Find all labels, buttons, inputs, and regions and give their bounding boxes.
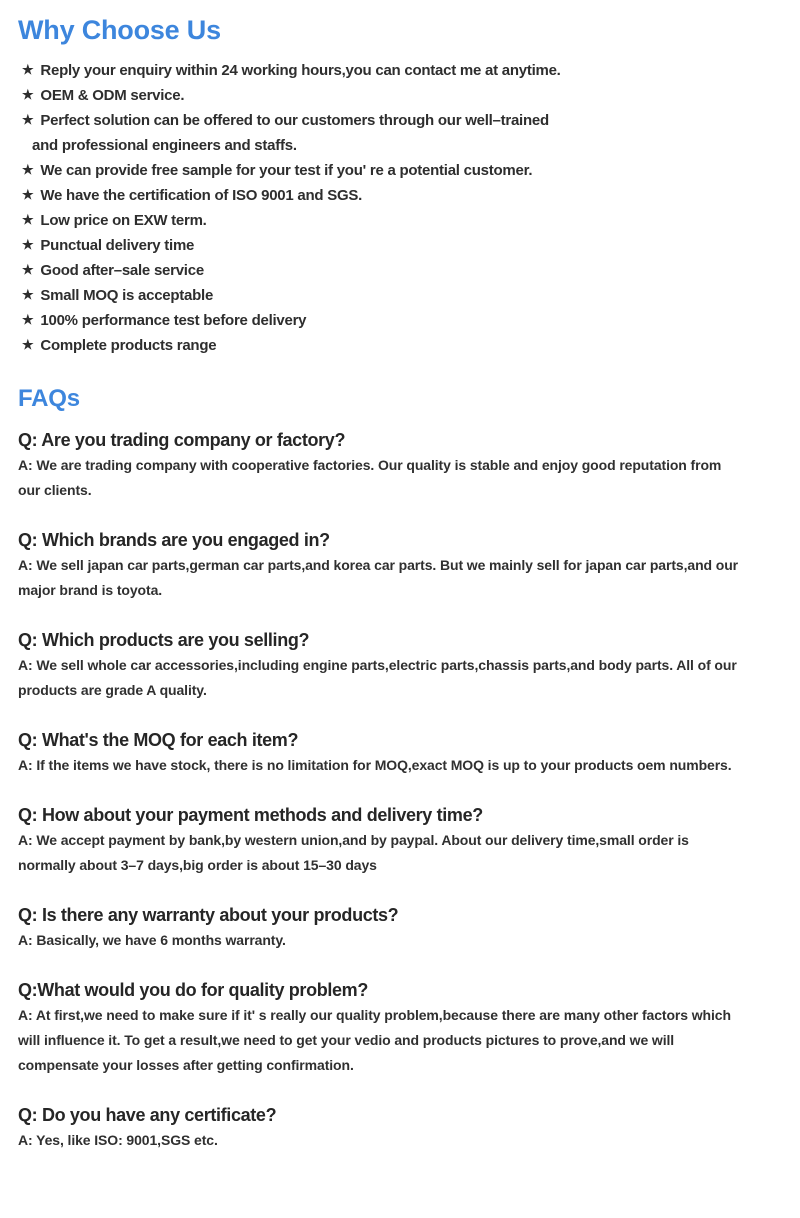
faq-answer <box>18 1128 778 1153</box>
star-icon: ★ <box>22 62 34 77</box>
list-item-text: Perfect solution can be offered to our customers through our well–trained <box>40 112 549 129</box>
faq-item <box>18 978 778 1078</box>
list-item <box>18 158 778 183</box>
star-icon: ★ <box>22 87 34 102</box>
faq-question: Q: What's the MOQ for each item? <box>18 730 299 750</box>
star-icon: ★ <box>22 187 34 202</box>
faq-item <box>18 803 778 878</box>
why-choose-us-section <box>18 14 778 358</box>
faq-answer-line: A: If the items we have stock, there is no limitation for MOQ,exact MOQ is up to your products oem numbers. <box>18 757 732 773</box>
faq-answer-line: normally about 3–7 days,big order is about 15–30 days <box>18 857 377 873</box>
faq-answer-line: compensate your losses after getting confirmation. <box>18 1057 354 1073</box>
faq-answer <box>18 828 778 878</box>
faq-question: Q: Is there any warranty about your products? <box>18 905 399 925</box>
faq-answer-line: will influence it. To get a result,we need to get your vedio and products pictures to prove,and we will <box>18 1032 675 1048</box>
faq-answer-line: A: We accept payment by bank,by western union,and by paypal. About our delivery time,small order is <box>18 832 689 848</box>
faq-item <box>18 1103 778 1153</box>
faq-question: Q: Which products are you selling? <box>18 630 310 650</box>
faq-answer-line: A: We are trading company with cooperative factories. Our quality is stable and enjoy good reputation from <box>18 457 722 473</box>
faq-answer-line: our clients. <box>18 482 92 498</box>
faq-question: Q:What would you do for quality problem? <box>18 980 368 1000</box>
list-item <box>18 233 778 258</box>
list-item <box>18 108 778 158</box>
faq-answer <box>18 553 778 603</box>
faq-answer <box>18 928 778 953</box>
list-item-text: OEM & ODM service. <box>40 87 185 104</box>
faq-question: Q: Which brands are you engaged in? <box>18 530 330 550</box>
faq-answer <box>18 653 778 703</box>
list-item <box>18 308 778 333</box>
faqs-title: FAQs <box>18 385 80 412</box>
star-icon: ★ <box>22 212 34 227</box>
why-choose-us-title: Why Choose Us <box>18 15 221 45</box>
list-item-text: Small MOQ is acceptable <box>40 287 214 304</box>
list-item <box>18 58 778 83</box>
faq-item <box>18 528 778 603</box>
faq-answer <box>18 1003 778 1078</box>
list-item-text: We have the certification of ISO 9001 and SGS. <box>40 187 363 204</box>
faq-item <box>18 903 778 953</box>
faq-question: Q: Are you trading company or factory? <box>18 430 346 450</box>
list-item <box>18 258 778 283</box>
faq-answer-line: A: Basically, we have 6 months warranty. <box>18 932 286 948</box>
list-item-text: Reply your enquiry within 24 working hours,you can contact me at anytime. <box>40 62 561 79</box>
faqs-section <box>18 385 778 1153</box>
list-item-text: Good after–sale service <box>40 262 204 279</box>
faq-answer <box>18 453 778 503</box>
faq-item <box>18 628 778 703</box>
star-icon: ★ <box>22 237 34 252</box>
faq-question: Q: Do you have any certificate? <box>18 1105 277 1125</box>
star-icon: ★ <box>22 312 34 327</box>
faq-answer-line: products are grade A quality. <box>18 682 207 698</box>
list-item-text: Low price on EXW term. <box>40 212 207 229</box>
faq-answer <box>18 753 778 778</box>
star-icon: ★ <box>22 337 34 352</box>
list-item-text: 100% performance test before delivery <box>40 312 307 329</box>
star-icon: ★ <box>22 112 34 127</box>
faq-answer-line: A: We sell whole car accessories,including engine parts,electric parts,chassis parts,and body parts. All of our <box>18 657 737 673</box>
list-item <box>18 83 778 108</box>
list-item-text: We can provide free sample for your test if you' re a potential customer. <box>40 162 533 179</box>
list-item <box>18 183 778 208</box>
faq-item <box>18 428 778 503</box>
faq-item <box>18 728 778 778</box>
star-icon: ★ <box>22 262 34 277</box>
list-item-continuation: and professional engineers and staffs. <box>32 137 297 154</box>
list-item-text: Complete products range <box>40 337 217 354</box>
faq-question: Q: How about your payment methods and delivery time? <box>18 805 483 825</box>
faq-answer-line: major brand is toyota. <box>18 582 163 598</box>
why-choose-us-list <box>18 58 778 358</box>
faq-answer-line: A: At first,we need to make sure if it' s really our quality problem,because there are many other factors which <box>18 1007 731 1023</box>
list-item <box>18 208 778 233</box>
faq-answer-line: A: We sell japan car parts,german car parts,and korea car parts. But we mainly sell for japan car parts,and our <box>18 557 739 573</box>
faq-answer-line: A: Yes, like ISO: 9001,SGS etc. <box>18 1132 218 1148</box>
list-item <box>18 283 778 308</box>
list-item <box>18 333 778 358</box>
star-icon: ★ <box>22 287 34 302</box>
star-icon: ★ <box>22 162 34 177</box>
list-item-text: Punctual delivery time <box>40 237 195 254</box>
